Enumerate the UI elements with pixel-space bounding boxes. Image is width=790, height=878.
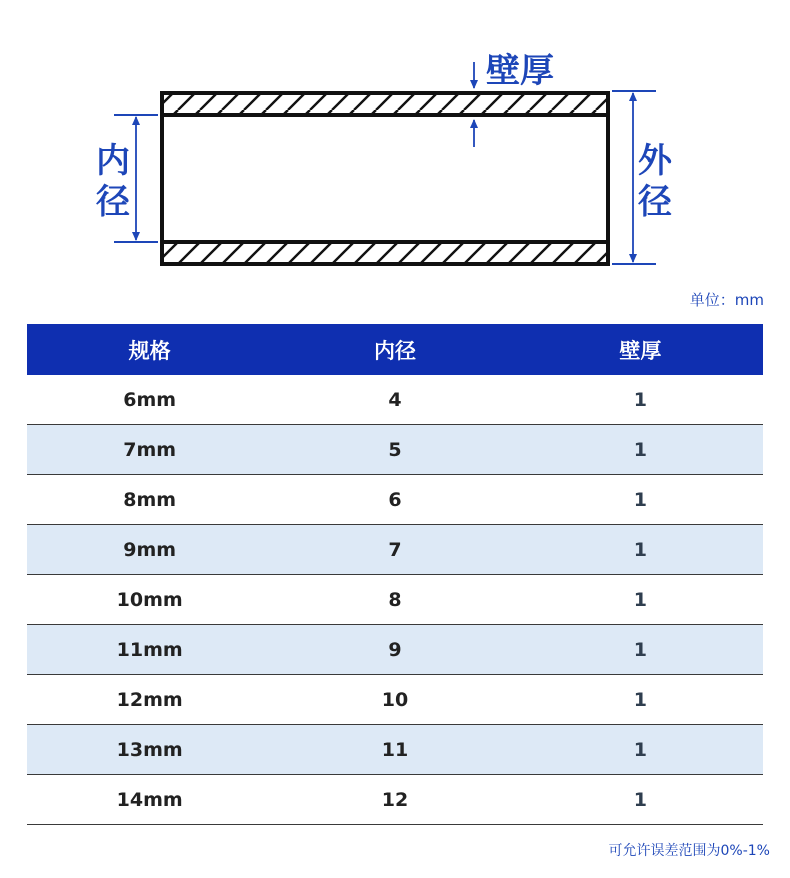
spec-cell: 7mm	[27, 425, 272, 475]
table-row	[27, 475, 763, 525]
bottom-wall	[162, 242, 608, 264]
top-wall	[162, 93, 608, 115]
header-spec: 规格	[27, 324, 272, 375]
wall-thickness-cell: 1	[518, 375, 763, 425]
table-row	[27, 425, 763, 475]
table-row	[27, 675, 763, 725]
outer-diameter-label-2: 径	[638, 182, 672, 222]
inner-diameter-cell: 7	[272, 525, 517, 575]
table-row	[27, 575, 763, 625]
inner-diameter-cell: 12	[272, 775, 517, 825]
spec-cell: 13mm	[27, 725, 272, 775]
header-inner-diameter: 内径	[272, 324, 517, 375]
outer-diameter-label-1: 外	[638, 141, 672, 181]
wall-thickness-cell: 1	[518, 525, 763, 575]
table-row	[27, 375, 763, 425]
spec-cell: 9mm	[27, 525, 272, 575]
inner-diameter-label-1: 内	[96, 141, 130, 181]
inner-diameter-cell: 8	[272, 575, 517, 625]
unit-note: 单位：mm	[689, 291, 764, 309]
spec-cell: 12mm	[27, 675, 272, 725]
wall-thickness-cell: 1	[518, 725, 763, 775]
tolerance-note: 可允许误差范围为0%-1%	[608, 843, 770, 859]
spec-cell: 8mm	[27, 475, 272, 525]
spec-table	[27, 324, 763, 825]
outer-diameter-dimension	[612, 91, 673, 264]
inner-diameter-cell: 4	[272, 375, 517, 425]
table-row	[27, 525, 763, 575]
wall-thickness-cell: 1	[518, 625, 763, 675]
spec-cell: 10mm	[27, 575, 272, 625]
wall-thickness-cell: 1	[518, 575, 763, 625]
wall-thickness-cell: 1	[518, 425, 763, 475]
inner-diameter-cell: 11	[272, 725, 517, 775]
inner-diameter-dimension	[96, 115, 158, 242]
table-header-row	[27, 324, 763, 375]
table-row	[27, 775, 763, 825]
spec-cell: 11mm	[27, 625, 272, 675]
wall-thickness-cell: 1	[518, 675, 763, 725]
header-wall-thickness: 壁厚	[518, 324, 763, 375]
inner-diameter-cell: 6	[272, 475, 517, 525]
spec-cell: 14mm	[27, 775, 272, 825]
table-row	[27, 625, 763, 675]
tube-bore	[162, 115, 608, 242]
wall-thickness-cell: 1	[518, 475, 763, 525]
inner-diameter-label-2: 径	[96, 182, 130, 222]
wall-thickness-cell: 1	[518, 775, 763, 825]
table-row	[27, 725, 763, 775]
inner-diameter-cell: 10	[272, 675, 517, 725]
spec-cell: 6mm	[27, 375, 272, 425]
inner-diameter-cell: 9	[272, 625, 517, 675]
wall-thickness-label: 壁厚	[486, 51, 554, 91]
tube-cross-section-diagram	[0, 0, 790, 290]
inner-diameter-cell: 5	[272, 425, 517, 475]
